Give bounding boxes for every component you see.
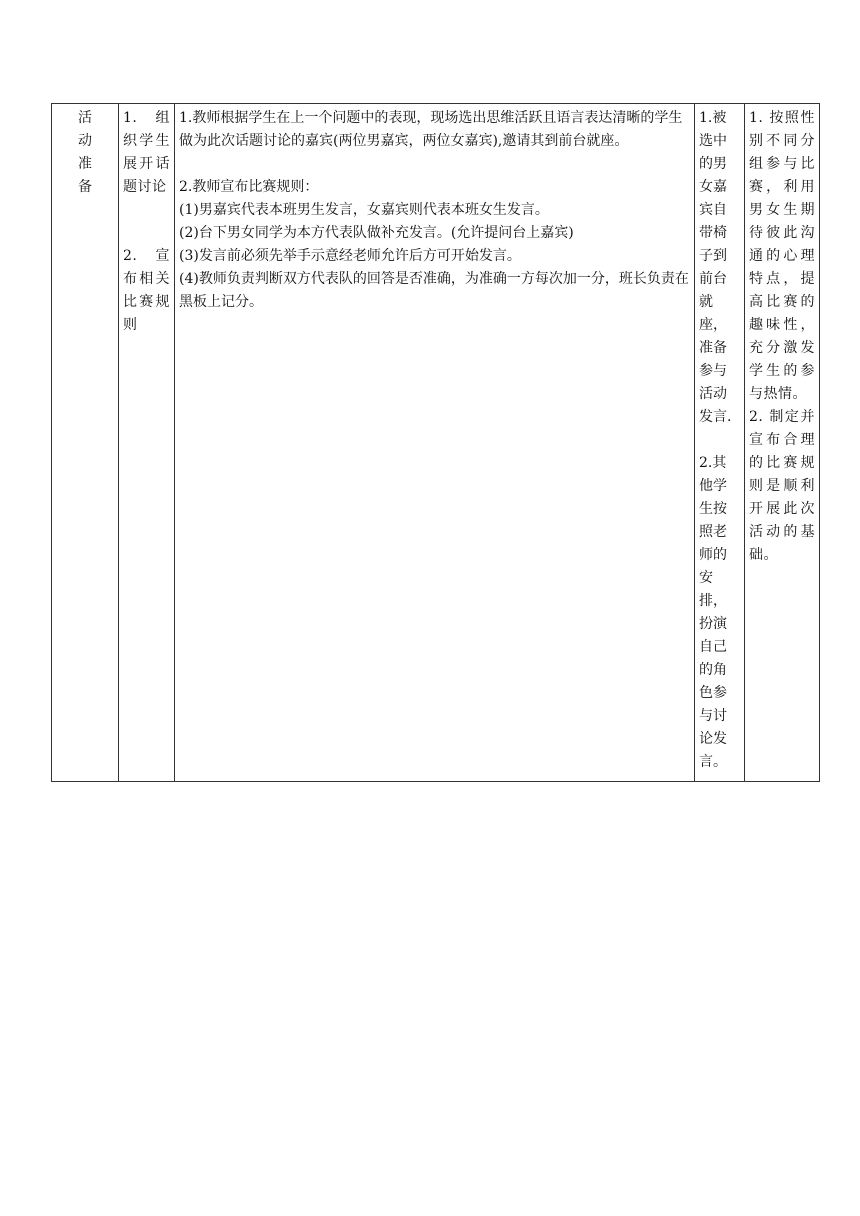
student-activity-p2: 2.其他学生按照老师的安排，扮演自己的角色参与讨论发言。: [699, 455, 727, 770]
rule-2: (2)台下男女同学为本方代表队做补充发言。(允许提问台上嘉宾): [179, 225, 574, 241]
stage-char: 准: [78, 156, 92, 172]
stage-char: 动: [78, 133, 92, 149]
stage-cell: [52, 104, 119, 782]
design-intent-p2: 2. 制定并宣布合理的比赛规则是顺利开展此次活动的基础。: [749, 409, 815, 563]
rule-3: (3)发言前必须先举手示意经老师允许后方可开始发言。: [179, 248, 521, 264]
teacher-activity-p2-title: 2.教师宣布比赛规则：: [179, 179, 319, 195]
student-activity-p1: 1.被选中的男女嘉宾自带椅子到前台就座，准备参与活动发言.: [699, 110, 732, 425]
student-activity-cell: [695, 104, 745, 782]
design-intent-p1: 1. 按照性别不同分组参与比赛，利用男女生期待彼此沟通的心理特点，提高比赛的趣味性，充分激发学生的参与热情。: [749, 110, 815, 402]
rule-4: (4)教师负责判断双方代表队的回答是否准确，为准确一方每次加一分，班长负责在黑板上记分。: [179, 271, 689, 310]
stage-char: 备: [78, 179, 92, 195]
step-item-organize: 1. 组织学生展开话题讨论: [123, 110, 170, 195]
rule-1: (1)男嘉宾代表本班男生发言，女嘉宾则代表本班女生发言。: [179, 202, 549, 218]
stage-char: 活: [78, 110, 92, 126]
steps-cell: [119, 104, 175, 782]
lesson-plan-table: [51, 103, 820, 782]
design-intent-cell: [745, 104, 820, 782]
step-item-rules: 2. 宣布相关比赛规则: [123, 248, 170, 333]
teacher-activity-cell: [175, 104, 695, 782]
table-row: [52, 104, 820, 782]
teacher-activity-p1: 1.教师根据学生在上一个问题中的表现，现场选出思维活跃且语言表达清晰的学生做为此次话题讨论的嘉宾(两位男嘉宾，两位女嘉宾),邀请其到前台就座。: [179, 110, 683, 149]
